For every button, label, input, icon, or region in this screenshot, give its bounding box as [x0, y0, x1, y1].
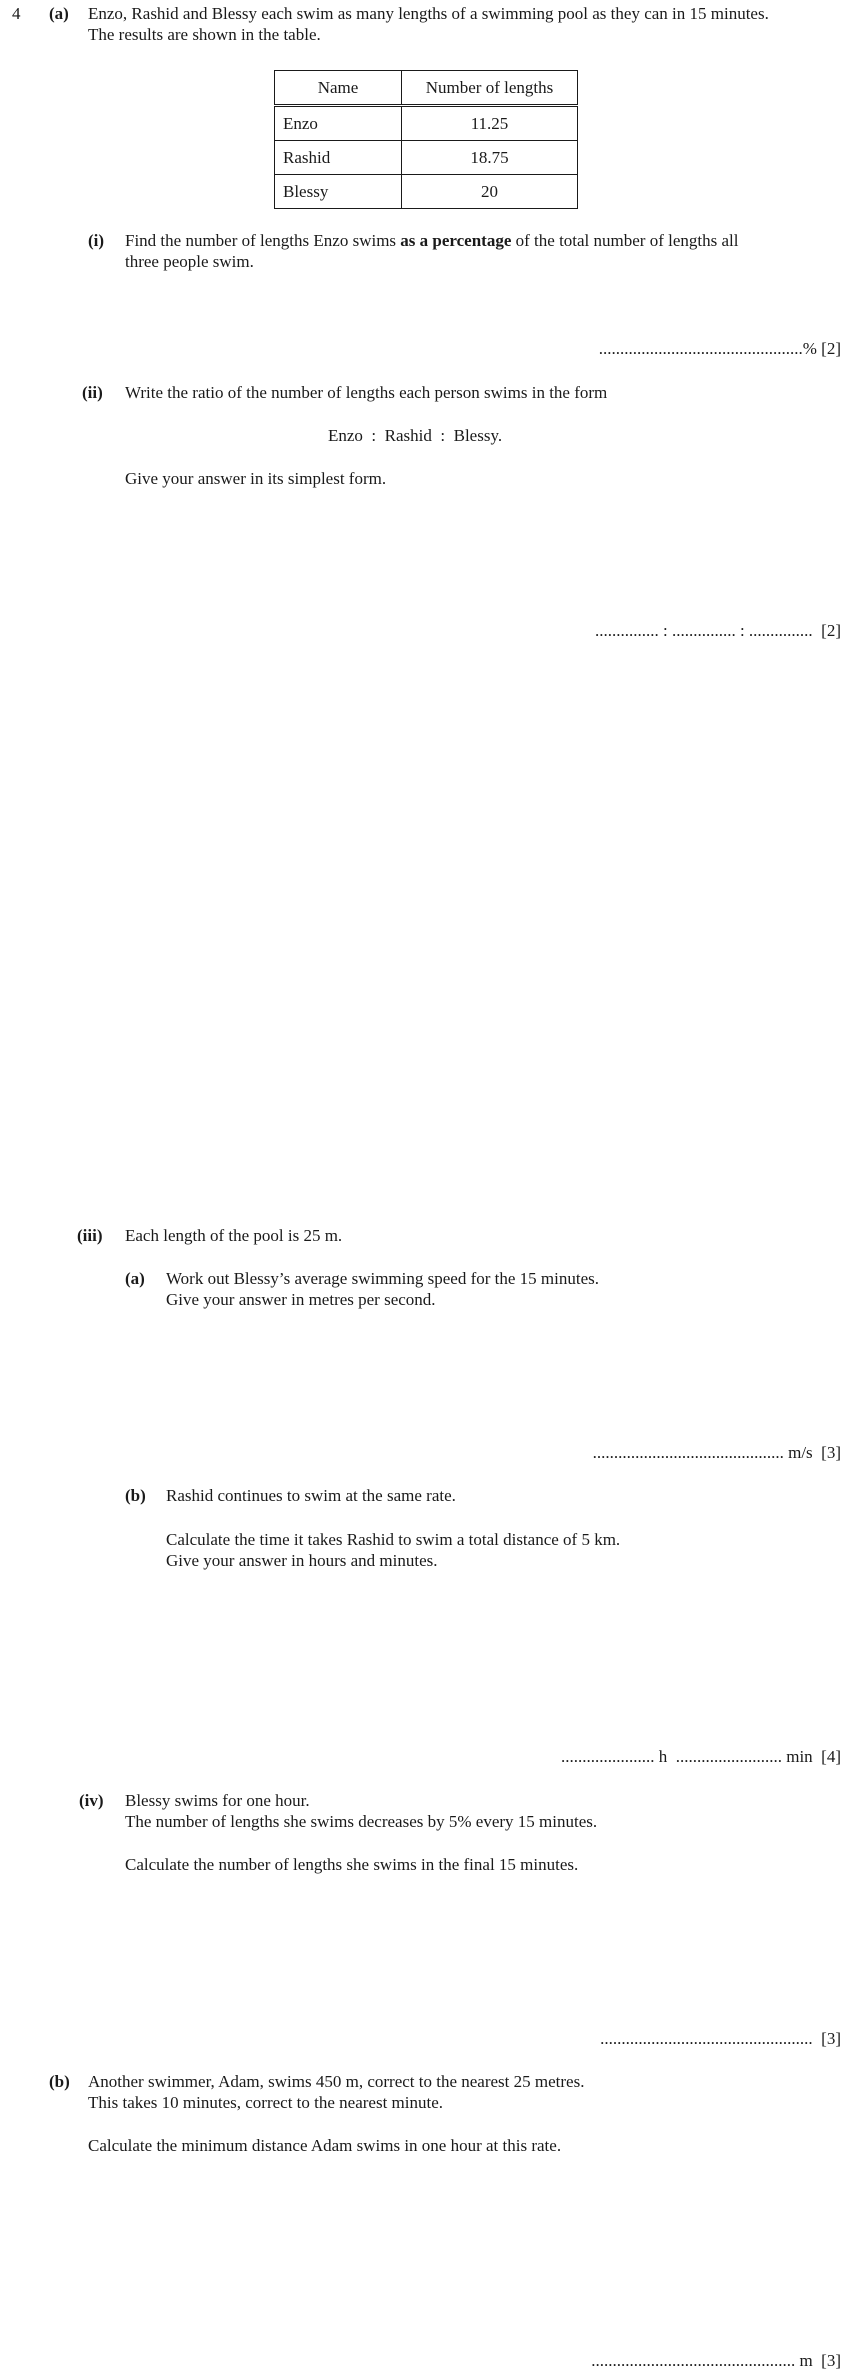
part-iii-b-line1: Rashid continues to swim at the same rate.	[166, 1486, 456, 1505]
part-b-line1: Another swimmer, Adam, swims 450 m, correct to the nearest 25 metres.	[88, 2072, 585, 2091]
part-iv-line2: The number of lengths she swims decreases by 5% every 15 minutes.	[125, 1812, 598, 1831]
part-i-line1-post: of the total number of lengths all	[511, 231, 739, 250]
table-cell-lengths: 20	[402, 175, 578, 209]
table-cell-name: Enzo	[275, 106, 402, 141]
part-i-line1	[125, 230, 738, 251]
part-iii-line1: Each length of the pool is 25 m.	[125, 1226, 343, 1245]
part-a-intro-line1: Enzo, Rashid and Blessy each swim as many lengths of a swimming pool as they can in 15 minutes.	[88, 4, 769, 23]
part-ii-answer-line[interactable]: ............... : ............... : ............... [2]	[594, 621, 841, 640]
part-i-label: (i)	[88, 231, 105, 250]
part-ii-line2: Give your answer in its simplest form.	[125, 469, 387, 488]
part-i-line2: three people swim.	[125, 252, 254, 271]
table-cell-name: Rashid	[275, 141, 402, 175]
table-cell-lengths: 11.25	[402, 106, 578, 141]
part-b-label: (b)	[49, 2072, 70, 2091]
ratio-form: Enzo : Rashid : Blessy.	[328, 426, 503, 445]
part-iii-a-answer-line[interactable]: ............................................. m/s [3]	[592, 1443, 841, 1462]
part-iii-a-label: (a)	[125, 1269, 145, 1288]
question-number: 4	[12, 4, 21, 23]
part-ii-label: (ii)	[82, 383, 103, 402]
table-row	[275, 106, 578, 141]
part-b-line3: Calculate the minimum distance Adam swims in one hour at this rate.	[88, 2136, 562, 2155]
part-iii-a-line2: Give your answer in metres per second.	[166, 1290, 436, 1309]
table-header-lengths: Number of lengths	[402, 71, 578, 106]
part-iv-line1: Blessy swims for one hour.	[125, 1791, 310, 1810]
part-iii-b-answer-line[interactable]: ...................... h ......................... min [4]	[560, 1747, 841, 1766]
table-header-name: Name	[275, 71, 402, 106]
part-iv-line3: Calculate the number of lengths she swims in the final 15 minutes.	[125, 1855, 579, 1874]
part-iii-label: (iii)	[77, 1226, 103, 1245]
part-iii-a-line1: Work out Blessy’s average swimming speed for the 15 minutes.	[166, 1269, 600, 1288]
part-ii-line1: Write the ratio of the number of lengths each person swims in the form	[125, 383, 608, 402]
table-cell-lengths: 18.75	[402, 141, 578, 175]
results-table	[274, 70, 578, 209]
part-a-label: (a)	[49, 4, 69, 23]
part-i-line1-pre: Find the number of lengths Enzo swims	[125, 231, 401, 250]
table-header-row	[275, 71, 578, 106]
table-row	[275, 141, 578, 175]
part-iv-label: (iv)	[79, 1791, 104, 1810]
part-i-answer-line[interactable]: ................................................% [2]	[598, 339, 841, 358]
part-iii-b-line3: Give your answer in hours and minutes.	[166, 1551, 438, 1570]
part-b-answer-line[interactable]: ................................................ m [3]	[591, 2351, 841, 2370]
part-b-line2: This takes 10 minutes, correct to the nearest minute.	[88, 2093, 444, 2112]
part-a-intro-line2: The results are shown in the table.	[88, 25, 321, 44]
table-cell-name: Blessy	[275, 175, 402, 209]
part-iii-b-line2: Calculate the time it takes Rashid to swim a total distance of 5 km.	[166, 1530, 621, 1549]
part-i-line1-bold: as a percentage	[400, 231, 512, 250]
table-row	[275, 175, 578, 209]
part-iii-b-label: (b)	[125, 1486, 146, 1505]
part-iv-answer-line[interactable]: .................................................. [3]	[600, 2029, 841, 2048]
